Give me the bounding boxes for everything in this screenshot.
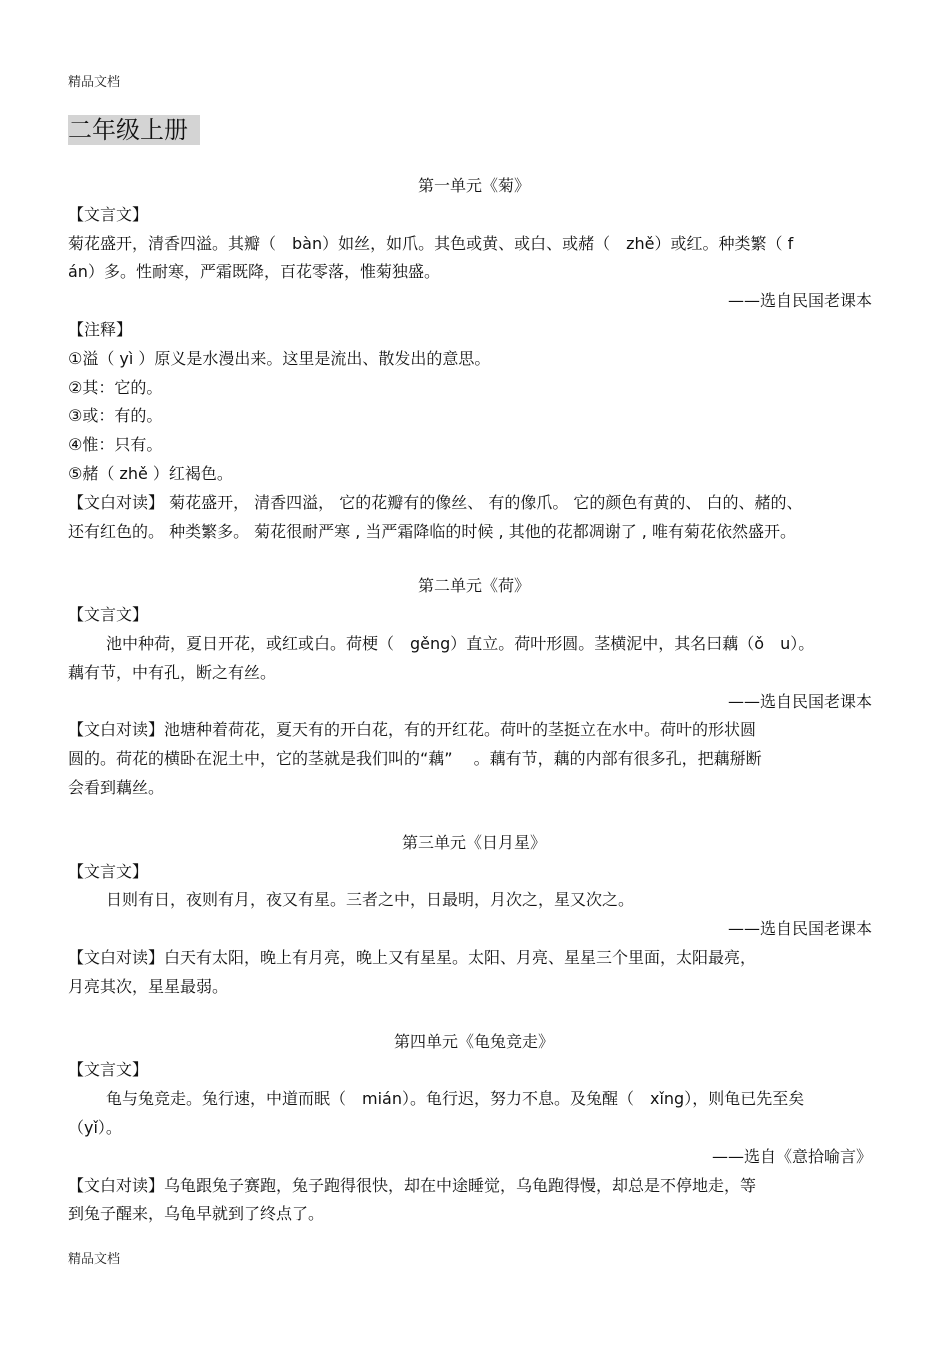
- classical-label: 【文言文】: [68, 861, 149, 881]
- section-title: 第四单元《龟兔竞走》: [393, 1031, 554, 1051]
- classical-label: 【文言文】: [68, 204, 149, 224]
- classical-label: 【文言文】: [68, 605, 149, 625]
- classical-label: 【文言文】: [68, 1060, 149, 1080]
- classical-text-line: án）多。性耐寒，严霜既降，百花零落，惟菊独盛。: [68, 262, 440, 282]
- section-1: [68, 172, 880, 546]
- note-item: ②其：它的。: [68, 377, 163, 397]
- grade-title: 二年级上册: [68, 115, 200, 145]
- reading-text-line: 还有红色的。 种类繁多。 菊花很耐严寒 , 当严霜降临的时候 , 其他的花都凋谢了 , 唯有菊花依然盛开。: [68, 521, 796, 541]
- reading-text-line: 【文白对读】白天有太阳，晚上有月亮，晚上又有星星。太阳、月亮、星星三个里面，太阳最亮，: [68, 947, 757, 967]
- source-line: ——选自民国老课本: [727, 691, 872, 711]
- reading-text-line: 会看到藕丝。: [68, 777, 165, 797]
- classical-text-line: 日则有日，夜则有月，夜又有星。三者之中，日最明，月次之，星又次之。: [106, 890, 635, 910]
- page-footer: 精品文档: [68, 1252, 121, 1267]
- section-4: [68, 1028, 880, 1230]
- note-item: ③或：有的。: [68, 406, 163, 426]
- reading-text-line: 【文白对读】池塘种着荷花，夏天有的开白花，有的开红花。荷叶的茎挺立在水中。荷叶的形状圆: [68, 720, 757, 740]
- page-header: 精品文档: [68, 75, 121, 90]
- classical-text-line: （yǐ）。: [68, 1117, 122, 1137]
- note-item: ①溢（ yì ）原义是水漫出来。这里是流出、散发出的意思。: [68, 348, 491, 368]
- document-content: [68, 172, 880, 1229]
- source-line: ——选自民国老课本: [727, 919, 872, 939]
- note-item: ⑤赭（ zhě ）红褐色。: [68, 463, 233, 483]
- section-title: 第二单元《荷》: [417, 576, 530, 596]
- section-2: [68, 572, 880, 802]
- notes-label: 【注释】: [68, 319, 133, 339]
- classical-text-line: 藕有节，中有孔，断之有丝。: [68, 662, 277, 682]
- reading-text-line: 到兔子醒来，乌龟早就到了终点了。: [68, 1204, 325, 1224]
- classical-text-line: 龟与兔竞走。兔行速，中道而眠（ mián）。龟行迟，努力不息。及兔醒（ xǐng），则龟已先至矣: [106, 1089, 805, 1109]
- reading-text-line: 【文白对读】乌龟跟兔子赛跑，兔子跑得很快，却在中途睡觉，乌龟跑得慢，却总是不停地走，等: [68, 1175, 757, 1195]
- section-title: 第一单元《菊》: [417, 176, 530, 195]
- source-line: ——选自《意拾喻言》: [711, 1146, 872, 1166]
- reading-text-line: 圆的。荷花的横卧在泥土中，它的茎就是我们叫的“藕” 。藕有节，藕的内部有很多孔，把藕掰断: [68, 749, 762, 769]
- reading-text-line: 【文白对读】 菊花盛开， 清香四溢， 它的花瓣有的像丝、 有的像爪。 它的颜色有黄的、 白的、赭的、: [68, 492, 803, 512]
- reading-text-line: 月亮其次，星星最弱。: [68, 976, 229, 996]
- source-line: ——选自民国老课本: [727, 291, 872, 311]
- classical-text-line: 菊花盛开，清香四溢。其瓣（ bàn）如丝，如爪。其色或黄、或白、或赭（ zhě）或红。种类繁（ f: [68, 233, 794, 253]
- section-title: 第三单元《日月星》: [401, 832, 546, 852]
- classical-text-line: 池中种荷，夏日开花，或红或白。荷梗（ gěng）直立。荷叶形圆。茎横泥中，其名曰藕（ǒ u）。: [106, 633, 815, 653]
- note-item: ④惟：只有。: [68, 435, 163, 455]
- section-3: [68, 829, 880, 1002]
